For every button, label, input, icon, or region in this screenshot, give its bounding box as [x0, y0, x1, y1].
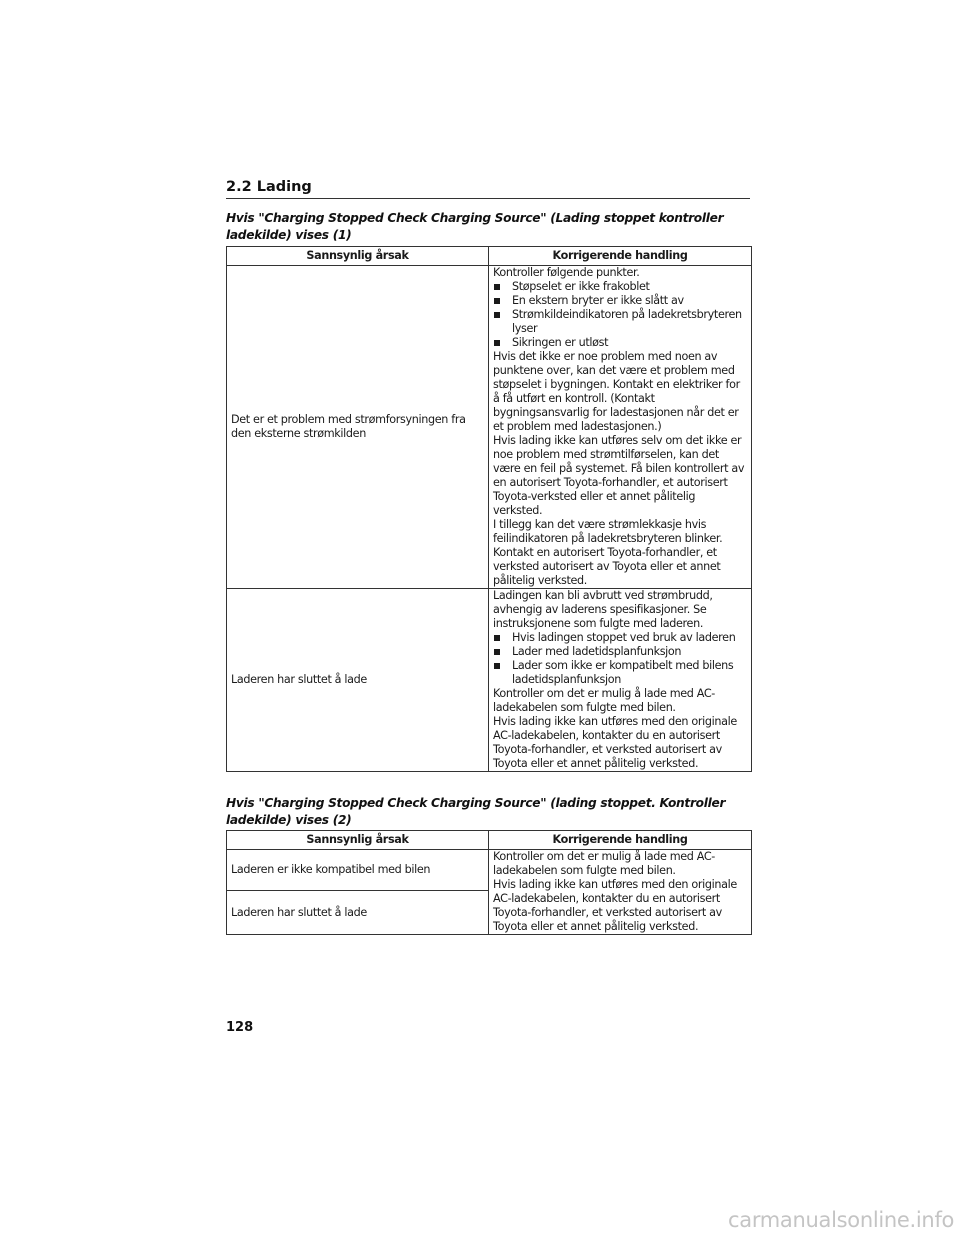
- action-paragraph: Hvis lading ikke kan utføres selv om det ikke er noe problem med strømtilførselen, kan det være en feil på systemet. Få bilen kontrollert av en autorisert Toyota-forhandler, et autorisert Toyota-verksted eller et annet pålitelig verksted.: [493, 434, 745, 517]
- action-cell: [489, 266, 752, 589]
- table1-header-row: [227, 247, 752, 266]
- bullet-item: Hvis ladingen stoppet ved bruk av laderen: [493, 631, 747, 645]
- action-paragraph: Hvis det ikke er noe problem med noen av punktene over, kan det være et problem med støpselet i bygningen. Kontakt en elektriker for å få utført en kontroll. (Kontakt bygningsansvarlig for ladestasjonen når det er et problem med ladestasjonen.): [493, 350, 740, 433]
- action-intro: Kontroller følgende punkter.: [493, 266, 640, 279]
- bullet-item: Strømkildeindikatoren på ladekretsbryteren lyser: [493, 308, 747, 336]
- action-intro: Ladingen kan bli avbrutt ved strømbrudd, avhengig av laderens spesifikasjoner. Se instruksjonene som fulgte med laderen.: [493, 589, 713, 630]
- watermark: carmanualsonline.info: [728, 1208, 955, 1232]
- action-cell: [489, 850, 752, 935]
- action-paragraph: I tillegg kan det være strømlekkasje hvis feilindikatoren på ladekretsbryteren blinker. Kontakt en autorisert Toyota-forhandler, et verksted autorisert av Toyota eller et annet pålitelig verksted.: [493, 518, 723, 587]
- section-title: 2.2 Lading: [226, 179, 312, 195]
- cause-cell: Laderen er ikke kompatibel med bilen: [227, 850, 489, 891]
- section-header: [226, 176, 750, 199]
- cause-cell: Laderen har sluttet å lade: [227, 589, 489, 772]
- action-paragraph: Hvis lading ikke kan utføres med den originale AC-ladekabelen, kontakter du en autorisert Toyota-forhandler, et verksted autorisert av Toyota eller et annet pålitelig verksted.: [493, 878, 737, 933]
- cause-action-table-1: [226, 246, 752, 772]
- column-header-cause: Sannsynlig årsak: [227, 247, 489, 266]
- table-row: [227, 850, 752, 891]
- cause-cell: Laderen har sluttet å lade: [227, 891, 489, 935]
- bullet-item: En ekstern bryter er ikke slått av: [493, 294, 747, 308]
- table2-heading: Hvis "Charging Stopped Check Charging Source" (lading stoppet. Kontroller ladekilde) vises (2): [226, 796, 726, 827]
- column-header-action: Korrigerende handling: [489, 831, 752, 850]
- table-row: [227, 589, 752, 772]
- cause-action-table-2: [226, 830, 752, 935]
- action-cell: [489, 589, 752, 772]
- bullet-item: Sikringen er utløst: [493, 336, 747, 350]
- action-paragraph: Kontroller om det er mulig å lade med AC-ladekabelen som fulgte med bilen.: [493, 850, 715, 877]
- page-number: 128: [226, 1020, 254, 1035]
- table2-header-row: [227, 831, 752, 850]
- column-header-action: Korrigerende handling: [489, 247, 752, 266]
- bullet-item: Lader som ikke er kompatibelt med bilens ladetidsplanfunksjon: [493, 659, 747, 687]
- table-row: [227, 266, 752, 589]
- bullet-item: Støpselet er ikke frakoblet: [493, 280, 747, 294]
- bullet-item: Lader med ladetidsplanfunksjon: [493, 645, 747, 659]
- action-paragraph: Hvis lading ikke kan utføres med den originale AC-ladekabelen, kontakter du en autorisert Toyota-forhandler, et verksted autorisert av Toyota eller et annet pålitelig verksted.: [493, 715, 737, 770]
- action-paragraph: Kontroller om det er mulig å lade med AC-ladekabelen som fulgte med bilen.: [493, 687, 715, 714]
- column-header-cause: Sannsynlig årsak: [227, 831, 489, 850]
- cause-cell: Det er et problem med strømforsyningen fra den eksterne strømkilden: [227, 266, 489, 589]
- table1-heading: Hvis "Charging Stopped Check Charging Source" (Lading stoppet kontroller ladekilde) vises (1): [226, 211, 724, 242]
